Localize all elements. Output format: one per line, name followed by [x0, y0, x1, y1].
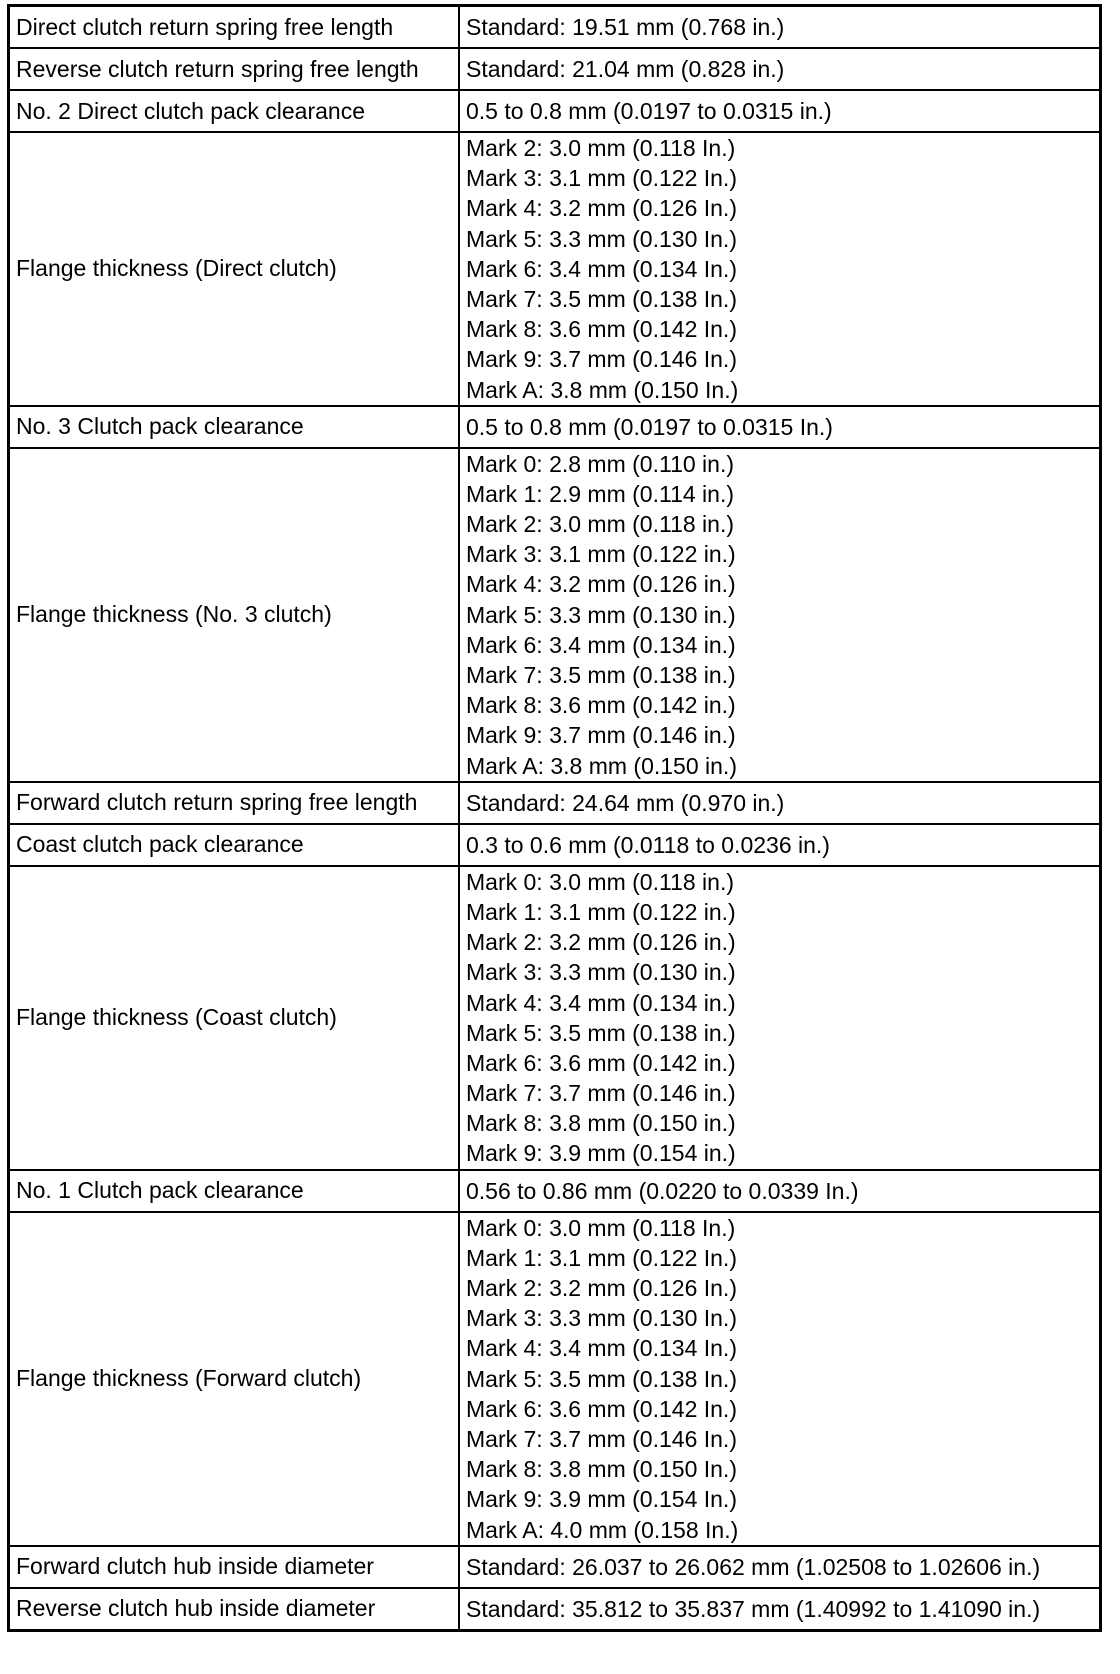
spec-value-line: 0.5 to 0.8 mm (0.0197 to 0.0315 In.)	[466, 413, 833, 440]
spec-table	[7, 4, 1102, 1632]
spec-value-cell	[459, 132, 1101, 406]
spec-value-line: Mark A: 3.8 mm (0.150 In.)	[466, 376, 739, 403]
spec-value-cell	[459, 6, 1101, 49]
spec-value-line: 0.56 to 0.86 mm (0.0220 to 0.0339 In.)	[466, 1177, 859, 1204]
spec-value-line: Mark 8: 3.6 mm (0.142 in.)	[466, 692, 736, 719]
spec-value-line: Mark 8: 3.8 mm (0.150 in.)	[466, 1110, 736, 1137]
spec-item-label: Reverse clutch hub inside diameter	[9, 1588, 460, 1631]
spec-value-line: Mark 3: 3.3 mm (0.130 in.)	[466, 959, 736, 986]
spec-value-cell	[459, 782, 1101, 824]
table-row	[9, 1212, 1101, 1546]
spec-value-line: Mark 0: 2.8 mm (0.110 in.)	[466, 450, 734, 477]
table-row	[9, 448, 1101, 782]
spec-item-label: Direct clutch return spring free length	[9, 6, 460, 49]
spec-value-line: Mark 2: 3.0 mm (0.118 In.)	[466, 135, 736, 161]
spec-value-line: Mark 4: 3.4 mm (0.134 In.)	[466, 1335, 737, 1362]
spec-value-line: Standard: 21.04 mm (0.828 in.)	[466, 55, 785, 82]
spec-item-label: Forward clutch return spring free length	[9, 782, 460, 824]
spec-value-line: Mark 9: 3.7 mm (0.146 in.)	[466, 722, 736, 749]
spec-item-label: No. 3 Clutch pack clearance	[9, 406, 460, 448]
spec-value-line: Standard: 24.64 mm (0.970 in.)	[466, 789, 785, 816]
spec-item-label: Flange thickness (Forward clutch)	[9, 1212, 460, 1546]
spec-value-line: Mark 5: 3.3 mm (0.130 In.)	[466, 225, 737, 252]
spec-value-line: Mark 4: 3.2 mm (0.126 in.)	[466, 571, 736, 598]
spec-value-line: Mark 5: 3.3 mm (0.130 in.)	[466, 601, 736, 628]
spec-value-line: Mark A: 3.8 mm (0.150 in.)	[466, 752, 737, 779]
spec-item-label: Flange thickness (Direct clutch)	[9, 132, 460, 406]
spec-value-line: Mark A: 4.0 mm (0.158 In.)	[466, 1516, 739, 1543]
table-row	[9, 824, 1101, 866]
table-row	[9, 866, 1101, 1170]
spec-item-label: Coast clutch pack clearance	[9, 824, 460, 866]
spec-value-line: Mark 5: 3.5 mm (0.138 In.)	[466, 1365, 737, 1392]
spec-value-line: Mark 2: 3.2 mm (0.126 in.)	[466, 929, 736, 956]
table-row	[9, 132, 1101, 406]
table-row	[9, 406, 1101, 448]
spec-value-cell	[459, 1170, 1101, 1212]
spec-value-cell	[459, 1212, 1101, 1546]
spec-value-line: Mark 4: 3.4 mm (0.134 in.)	[466, 989, 736, 1016]
spec-table-body	[9, 6, 1101, 1631]
spec-value-cell	[459, 448, 1101, 782]
table-row	[9, 48, 1101, 90]
spec-value-line: Mark 7: 3.7 mm (0.146 In.)	[466, 1425, 737, 1452]
spec-value-line: Mark 7: 3.5 mm (0.138 in.)	[466, 662, 736, 688]
spec-value-line: Mark 2: 3.2 mm (0.126 In.)	[466, 1275, 737, 1301]
spec-item-label: Reverse clutch return spring free length	[9, 48, 460, 90]
spec-value-line: Mark 5: 3.5 mm (0.138 in.)	[466, 1019, 736, 1046]
spec-value-line: Mark 6: 3.6 mm (0.142 In.)	[466, 1395, 737, 1422]
spec-value-cell	[459, 48, 1101, 90]
spec-value-line: Mark 7: 3.5 mm (0.138 In.)	[466, 285, 737, 312]
spec-value-line: Mark 3: 3.3 mm (0.130 In.)	[466, 1305, 737, 1332]
spec-value-line: Mark 9: 3.7 mm (0.146 In.)	[466, 346, 737, 373]
spec-value-line: Mark 9: 3.9 mm (0.154 In.)	[466, 1486, 737, 1513]
table-row	[9, 1546, 1101, 1588]
spec-value-line: 0.3 to 0.6 mm (0.0118 to 0.0236 in.)	[466, 831, 830, 858]
spec-value-line: Mark 9: 3.9 mm (0.154 in.)	[466, 1140, 736, 1167]
spec-value-line: Mark 1: 2.9 mm (0.114 in.)	[466, 480, 734, 507]
spec-value-line: Mark 2: 3.0 mm (0.118 in.)	[466, 511, 734, 538]
spec-value-cell	[459, 1546, 1101, 1588]
table-row	[9, 1588, 1101, 1631]
table-row	[9, 6, 1101, 49]
spec-value-line: Mark 6: 3.4 mm (0.134 in.)	[466, 631, 736, 658]
spec-item-label: Flange thickness (Coast clutch)	[9, 866, 460, 1170]
spec-value-cell	[459, 406, 1101, 448]
spec-value-line: Mark 6: 3.4 mm (0.134 In.)	[466, 255, 737, 282]
table-row	[9, 90, 1101, 132]
spec-value-line: 0.5 to 0.8 mm (0.0197 to 0.0315 in.)	[466, 97, 832, 124]
spec-value-line: Mark 8: 3.8 mm (0.150 In.)	[466, 1456, 737, 1483]
spec-value-line: Mark 3: 3.1 mm (0.122 in.)	[466, 541, 736, 568]
spec-value-line: Mark 7: 3.7 mm (0.146 in.)	[466, 1080, 736, 1107]
spec-value-cell	[459, 866, 1101, 1170]
spec-value-cell	[459, 1588, 1101, 1631]
spec-value-line: Standard: 19.51 mm (0.768 in.)	[466, 13, 785, 40]
spec-value-cell	[459, 90, 1101, 132]
spec-value-line: Mark 0: 3.0 mm (0.118 In.)	[466, 1214, 736, 1241]
spec-value-line: Mark 8: 3.6 mm (0.142 In.)	[466, 316, 737, 343]
spec-value-line: Standard: 26.037 to 26.062 mm (1.02508 to 1.02606 in.)	[466, 1553, 1041, 1580]
spec-item-label: Flange thickness (No. 3 clutch)	[9, 448, 460, 782]
spec-item-label: No. 1 Clutch pack clearance	[9, 1170, 460, 1212]
spec-value-line: Mark 4: 3.2 mm (0.126 In.)	[466, 195, 737, 222]
spec-value-line: Standard: 35.812 to 35.837 mm (1.40992 to 1.41090 in.)	[466, 1595, 1041, 1622]
spec-value-line: Mark 0: 3.0 mm (0.118 in.)	[466, 868, 734, 895]
spec-value-cell	[459, 824, 1101, 866]
spec-value-line: Mark 3: 3.1 mm (0.122 In.)	[466, 165, 737, 192]
spec-value-line: Mark 6: 3.6 mm (0.142 in.)	[466, 1049, 736, 1076]
table-row	[9, 1170, 1101, 1212]
spec-item-label: Forward clutch hub inside diameter	[9, 1546, 460, 1588]
table-row	[9, 782, 1101, 824]
spec-item-label: No. 2 Direct clutch pack clearance	[9, 90, 460, 132]
spec-value-line: Mark 1: 3.1 mm (0.122 In.)	[466, 1244, 737, 1271]
spec-value-line: Mark 1: 3.1 mm (0.122 in.)	[466, 898, 736, 925]
